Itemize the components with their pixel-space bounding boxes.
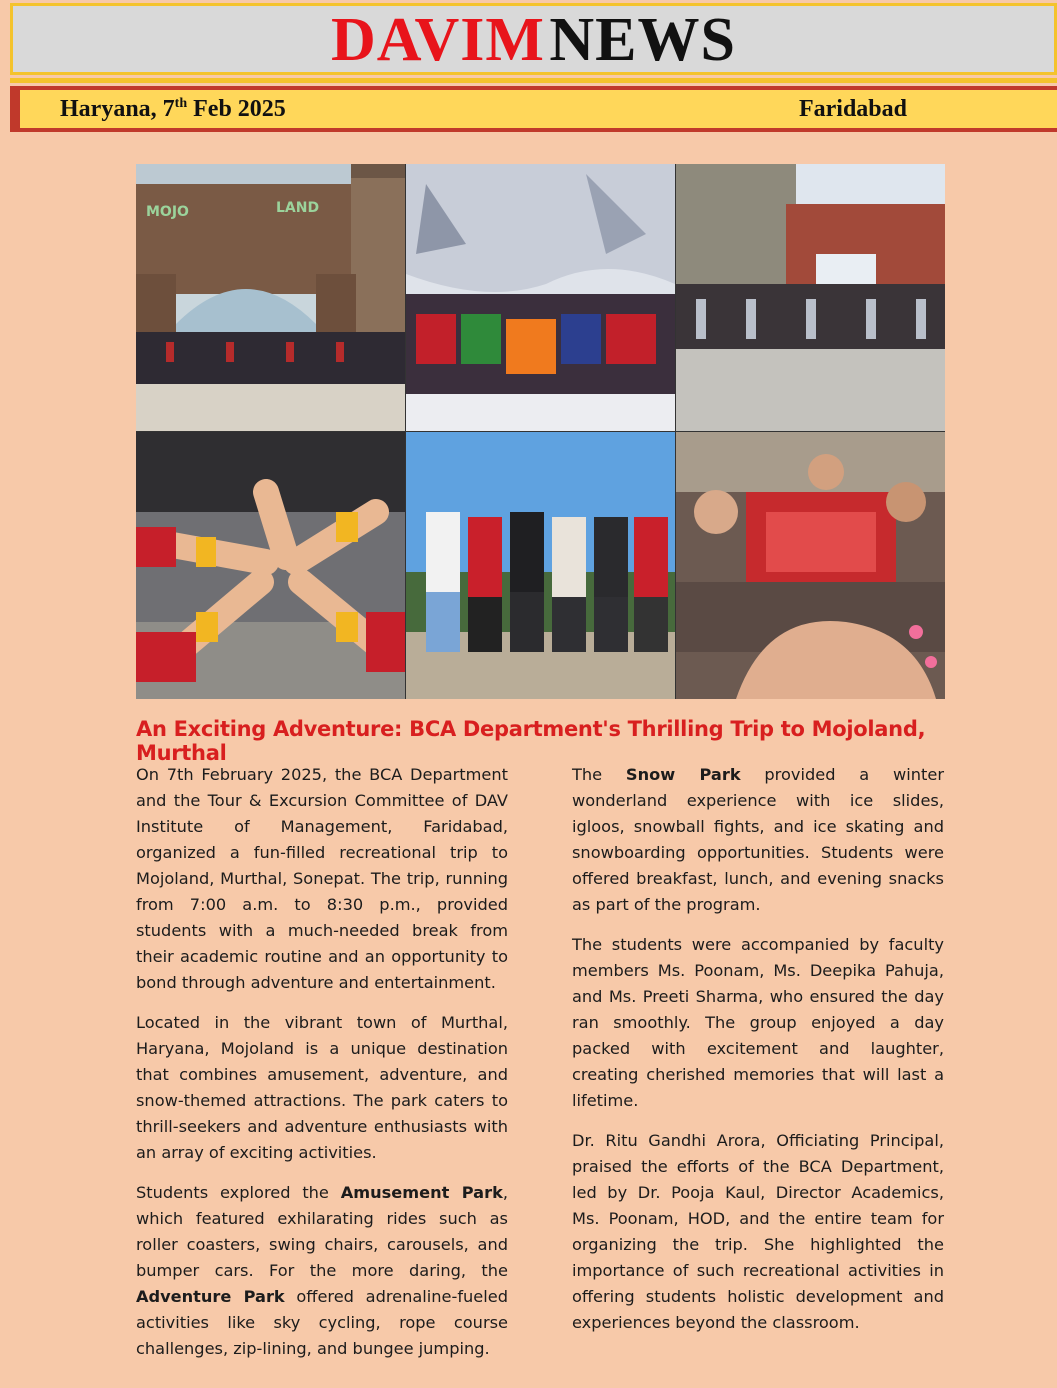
p3-text-a: Students explored the: [136, 1183, 341, 1202]
adventure-park-bold: Adventure Park: [136, 1287, 285, 1306]
snow-park-group-photo: [406, 164, 675, 431]
rp1-text-c: provided a winter wonderland experience with ice slides, igloos, snowball fights, and ice skating and snowboarding opportunities. Students were offered breakfast, lunch, and evening snacks as part of the program.: [572, 765, 944, 914]
article-left-column: [136, 762, 508, 1376]
dateline-bar: [10, 86, 1057, 132]
article-right-column: [572, 762, 944, 1350]
rp1-text-a: The: [572, 765, 626, 784]
p3-text-e: offered adrenaline-fueled activities like sky cycling, rope course challenges, zip-lining, and bungee jumping.: [136, 1287, 508, 1358]
dateline-superscript: th: [174, 96, 188, 111]
dateline-city: Faridabad: [798, 96, 907, 122]
adventure-park-harness-photo: [406, 432, 675, 699]
left-paragraph-3: [136, 1180, 508, 1362]
wristbands-hands-photo: [136, 432, 405, 699]
dateline-suffix: Feb 2025: [187, 96, 286, 122]
dateline-date: [60, 96, 286, 123]
right-paragraph-2: The students were accompanied by faculty members Ms. Poonam, Ms. Deepika Pahuja, and Ms. Preeti Sharma, who ensured the day ran smoothly. The group enjoyed a day packed with excitement and laughter, creating cherished memories that will last a lifetime.: [572, 935, 944, 1110]
masthead-title-black: NEWS: [549, 6, 737, 74]
institute-campus-group-photo: [676, 164, 945, 431]
gate-sign-right: LAND: [276, 200, 320, 216]
masthead-divider: [10, 78, 1057, 83]
masthead-title-red: DAVIM: [330, 6, 545, 74]
photo-collage: [136, 164, 945, 699]
left-paragraph-1: On 7th February 2025, the BCA Department and the Tour & Excursion Committee of DAV Institute of Management, Faridabad, organized a fun-filled recreational trip to Mojoland, Murthal, Sonepat. The trip, running from 7:00 a.m. to 8:30 p.m., provided students with a much-needed break from their academic routine and an opportunity to bond through adventure and entertainment.: [136, 765, 508, 992]
restaurant-selfie-photo: [676, 432, 945, 699]
snow-park-bold: Snow Park: [625, 765, 741, 784]
amusement-park-bold: Amusement Park: [340, 1183, 503, 1202]
masthead: [10, 3, 1057, 75]
left-paragraph-2: Located in the vibrant town of Murthal, Haryana, Mojoland is a unique destination that combines amusement, adventure, and snow-themed attractions. The park caters to thrill-seekers and adventure enthusiasts with an array of exciting activities.: [136, 1013, 508, 1162]
mojoland-gate-group-photo: [136, 164, 405, 431]
right-paragraph-1: [572, 762, 944, 918]
gate-sign-left: MOJO: [146, 204, 189, 220]
dateline-prefix: Haryana, 7: [60, 96, 175, 122]
article-headline: An Exciting Adventure: BCA Department's Thrilling Trip to Mojoland, Murthal: [136, 717, 926, 765]
right-paragraph-3: Dr. Ritu Gandhi Arora, Officiating Principal, praised the efforts of the BCA Department, led by Dr. Pooja Kaul, Director Academics, Ms. Poonam, HOD, and the entire team for organizing the trip. She highlighted the importance of such recreational activities in offering students holistic development and experiences beyond the classroom.: [572, 1131, 944, 1332]
p3-text-c: , which featured exhilarating rides such as roller coasters, swing chairs, carousels, and bumper cars. For the more daring, the: [136, 1183, 508, 1280]
